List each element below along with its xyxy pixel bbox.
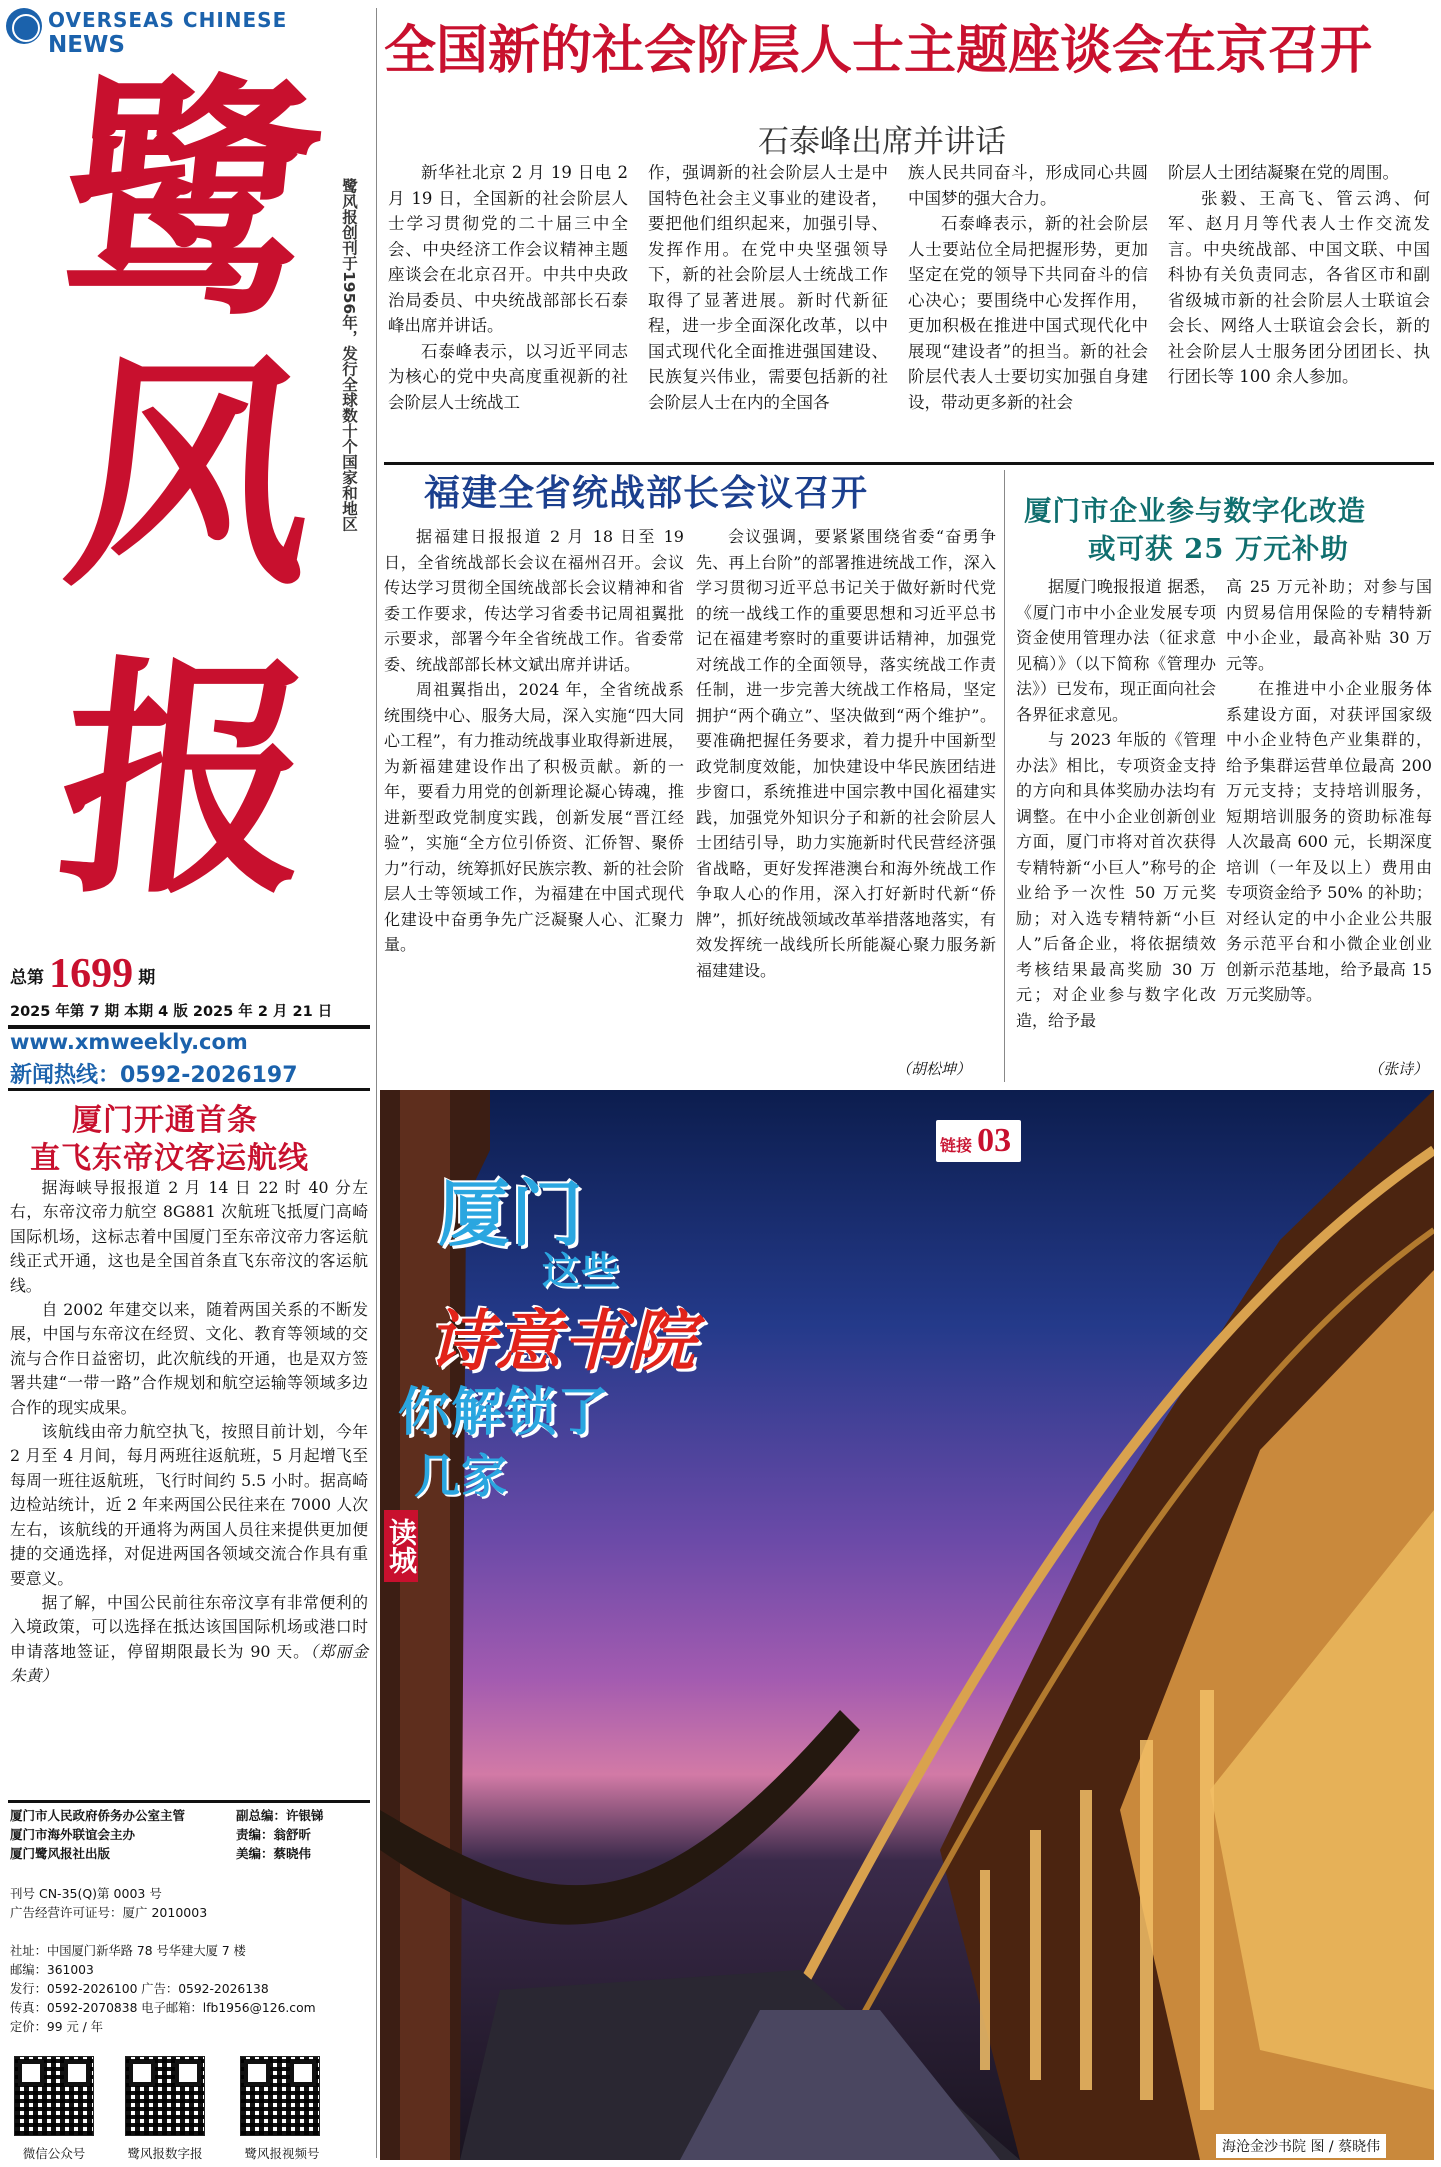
qr-label: 鹭风报视频号 <box>244 2146 320 2161</box>
masthead <box>0 0 372 1040</box>
xiamen-para: 在推进中小企业服务体系建设方面，对获评国家级中小企业特色产业集群的，给予集群运营单位最高 200 万元支持；支持培训服务，短期培训服务的资助标准每人次最高 600 元，长期深度培训（一年及以上）费用由专项资金给予 50% 的补助；对经认定的中小企业公共服务示范平台和小微企业创业创新示范基地，给予最高 15 万元奖励等。 <box>1226 679 1432 1004</box>
imprint-editors <box>236 1806 370 1863</box>
contact-line: 发行：0592-2026100 广告：0592-2026138 <box>10 1982 269 1996</box>
editor-line: 美编：蔡晓伟 <box>236 1846 312 1861</box>
feature-photo[interactable] <box>380 1090 1434 2160</box>
news-hotline: 新闻热线：0592-2026197 <box>10 1063 298 1088</box>
flight-story-title-1: 厦门开通首条 <box>72 1103 258 1138</box>
qr-digital-paper[interactable] <box>125 2056 205 2163</box>
qr-code-icon <box>125 2056 205 2136</box>
brand-char-3: 报 <box>46 633 328 927</box>
feature-title-4: 你解锁了 <box>398 1382 611 1443</box>
lead-story-col-4 <box>1168 160 1430 390</box>
feature-title-3: 诗意书院 <box>428 1302 696 1380</box>
divider <box>384 462 1434 465</box>
sponsor-line: 厦门鹭风报社出版 <box>10 1846 111 1861</box>
contact-line: 邮编：361003 <box>10 1963 94 1977</box>
flight-para <box>10 1591 368 1689</box>
feature-title-5: 几家 <box>414 1449 508 1503</box>
xiamen-story-col-2 <box>1226 574 1432 1008</box>
flight-story-title-2: 直飞东帝汶客运航线 <box>30 1141 309 1176</box>
lead-para: 石泰峰表示，新的社会阶层人士要站位全局把握形势，更加坚定在党的领导下共同奋斗的信心决心；要围绕中心发挥作用，更加积极在推进中国式现代化中展现“建设者”的担当。新的社会阶层代表人士要切实加强自身建设，带动更多新的社会 <box>908 214 1148 412</box>
qr-video[interactable] <box>240 2056 324 2163</box>
xiamen-story-col-1 <box>1016 574 1216 1033</box>
contact-line: 社址：中国厦门新华路 78 号华建大厦 7 楼 <box>10 1944 246 1958</box>
lead-story-title: 全国新的社会阶层人士主题座谈会在京召开 <box>384 20 1373 81</box>
column-rule <box>1004 470 1005 1082</box>
flight-byline: （郑丽金 朱黄） <box>10 1641 368 1686</box>
qr-label: 微信公众号 <box>22 2146 86 2161</box>
qr-code-icon <box>240 2056 320 2136</box>
lead-para: 张毅、王高飞、管云鸿、何军、赵月月等代表人士作交流发言。中央统战部、中国文联、中国科协有关负责同志，各省区市和副省级城市新的社会阶层人士联谊会会长、网络人士联谊会会长，新的社会阶层人士服务团分团团长、执行团长等 100 余人参加。 <box>1168 188 1430 386</box>
lead-para: 作，强调新的社会阶层人士是中国特色社会主义事业的建设者，要把他们组织起来，加强引导、发挥作用。在党中央坚强领导下，新的社会阶层人士统战工作取得了显著进展。新时代新征程，进一步全面深化改革，以中国式现代化全面推进强国建设、民族复兴伟业，需要包括新的社会阶层人士在内的全国各 <box>648 163 888 412</box>
fujian-story-title: 福建全省统战部长会议召开 <box>424 472 869 514</box>
lead-para: 族人民共同奋斗，形成同心共圆中国梦的强大合力。 <box>908 163 1148 208</box>
xiamen-byline: （张诗） <box>1368 1060 1429 1078</box>
feature-title-2: 这些 <box>542 1248 621 1293</box>
xiamen-para: 高 25 万元补助；对参与国内贸易信用保险的专精特新中小企业，最高补贴 30 万元等。 <box>1226 577 1432 673</box>
lead-para: 阶层人士团结凝聚在党的周围。 <box>1168 163 1399 182</box>
qr-wechat[interactable] <box>14 2056 94 2163</box>
contact-line: 传真：0592-2070838 电子邮箱：lfb1956@126.com <box>10 2001 316 2015</box>
founded-note: 鹭风报创刊于1956年，发行全球数十个国家和地区 <box>340 178 358 532</box>
fujian-para: 据福建日报报道 2 月 18 日至 19 日，全省统战部长会议在福州召开。会议传达学习贯彻全国统战部长会议精神和省委工作要求，传达学习省委书记周祖翼批示要求，部署今年全省统战工作。省委常委、统战部部长林文斌出席并讲话。 <box>384 527 684 674</box>
editor-line: 责编：翁舒昕 <box>236 1827 312 1842</box>
xiamen-story-title-2: 或可获 25 万元补助 <box>1088 533 1349 565</box>
link-page: 03 <box>977 1122 1012 1159</box>
fujian-para: 会议强调，要紧紧围绕省委“奋勇争先、再上台阶”的部署推进统战工作，深入学习贯彻习近平总书记关于做好新时代党的统一战线工作的重要思想和习近平总书记在福建考察时的重要讲话精神，加强党对统战工作的全面领导，落实统战工作责任制，进一步完善大统战工作格局，坚定拥护“两个确立”、坚决做到“两个维护”。要准确把握任务要求，着力提升中国新型政党制度效能，加快建设中华民族团结进步窗口，系统推进中国宗教中国化福建实践，加强党外知识分子和新的社会阶层人士团结引导，助力实施新时代民营经济强省战略，更好发挥港澳台和海外统战工作争取人心的作用，深入打好新时代新“侨牌”，抓好统战领域改革举措落地落实，有效发挥统一战线所长所能凝心聚力服务新福建建设。 <box>696 527 996 980</box>
lead-story-col-1 <box>388 160 628 415</box>
flight-para: 自 2002 年建交以来，随着两国关系的不断发展，中国与东帝汶在经贸、文化、教育等领域的交流与合作日益密切，此次航线的开通，也是双方签署共建“一带一路”合作规划和航空运输等领域多边合作的现实成果。 <box>10 1300 368 1417</box>
lead-story-col-2 <box>648 160 888 415</box>
flight-story-body <box>10 1176 368 1689</box>
brand-char-1: 鹭 <box>46 52 333 351</box>
link-label: 链接 <box>940 1136 973 1155</box>
website-link[interactable]: www.xmweekly.com <box>10 1030 248 1054</box>
license-line: 广告经营许可证号：厦广 2010003 <box>10 1905 208 1920</box>
issue-line: 2025 年第 7 期 本期 4 版 2025 年 2 月 21 日 <box>10 1004 333 1020</box>
imprint-license <box>10 1884 370 1922</box>
qr-code-icon <box>14 2056 94 2136</box>
feature-link-badge[interactable] <box>936 1120 1021 1162</box>
lead-para: 新华社北京 2 月 19 日电 2 月 19 日，全国新的社会阶层人士学习贯彻党的二十届三中全会、中央经济工作会议精神主题座谈会在北京召开。中共中央政治局委员、中央统战部部长石泰峰出席并讲话。 <box>388 163 628 335</box>
fujian-story-col-1 <box>384 524 684 958</box>
divider <box>8 1025 370 1029</box>
sponsor-line: 厦门市人民政府侨务办公室主管 <box>10 1808 186 1823</box>
flight-para-text: 据了解，中国公民前往东帝汶享有非常便利的入境政策，可以选择在抵达该国国际机场或港口时申请落地签证，停留期限最长为 90 天。 <box>10 1592 368 1661</box>
xiamen-para: 据厦门晚报报道 据悉，《厦门市中小企业发展专项资金使用管理办法（征求意见稿）》（以下简称《管理办法》）已发布，现正面向社会各界征求意见。 <box>1016 577 1217 724</box>
photo-caption: 海沧金沙书院 图 / 蔡晓伟 <box>1216 2134 1386 2158</box>
xiamen-story-title-1: 厦门市企业参与数字化改造 <box>1024 495 1366 527</box>
divider <box>8 1800 370 1803</box>
license-line: 刊号 CN-35(Q)第 0003 号 <box>10 1886 162 1901</box>
fujian-byline: （胡松坤） <box>896 1060 972 1078</box>
issue-suffix: 期 <box>138 968 156 988</box>
logo-emblem-inner <box>12 14 40 42</box>
feature-section-label: 读城 <box>384 1510 418 1582</box>
issue-block <box>10 950 155 998</box>
imprint-contact <box>10 1942 370 2037</box>
issue-number: 1699 <box>49 951 134 997</box>
qr-label: 鹭风报数字报 <box>127 2146 203 2161</box>
lead-para: 石泰峰表示，以习近平同志为核心的党中央高度重视新的社会阶层人士统战工 <box>388 341 628 412</box>
divider <box>8 1088 370 1091</box>
imprint-sponsors <box>10 1806 230 1863</box>
lead-story-subtitle: 石泰峰出席并讲话 <box>758 124 1006 160</box>
lead-story-col-3 <box>908 160 1148 415</box>
brand-char-2: 风 <box>54 331 331 619</box>
logo-en-line2: NEWS <box>48 32 125 58</box>
fujian-para: 周祖翼指出，2024 年，全省统战系统围绕中心、服务大局，深入实施“四大同心工程”，有力推动统战事业取得新进展，为新福建建设作出了积极贡献。新的一年，要看力用党的创新理论凝心铸魂，推进新型政党制度实践，创新发展“晋江经验”，实施“全方位引侨资、汇侨智、聚侨力”行动，统筹抓好民族宗教、新的社会阶层人士等领域工作，为福建在中国式现代化建设中奋勇争先广泛凝聚人心、汇聚力量。 <box>384 680 684 954</box>
editor-line: 副总编：许银锑 <box>236 1808 324 1823</box>
flight-para: 据海峡导报报道 2 月 14 日 22 时 40 分左右，东帝汶帝力航空 8G881 次航班飞抵厦门高崎国际机场，这标志着中国厦门至东帝汶帝力客运航线正式开通，这也是全国首条直飞东帝汶的客运航线。 <box>10 1178 368 1295</box>
xiamen-para: 与 2023 年版的《管理办法》相比，专项资金支持的方向和具体奖励办法均有调整。在中小企业创新创业方面，厦门市将对首次获得专精特新“小巨人”称号的企业给予一次性 50 万元奖励；对入选专精特新“小巨人”后备企业，将依据绩效考核结果最高奖励 30 万元；对企业参与数字化改造，给予最 <box>1016 730 1216 1030</box>
column-rule <box>376 8 377 2158</box>
flight-para: 该航线由帝力航空执飞，按照目前计划，今年 2 月至 4 月间，每月两班往返航班，5 月起增飞至每周一班往返航班，飞行时间约 5.5 小时。据高崎边检站统计，近 2 年来两国公民往来在 7000 人次左右，该航线的开通将为两国人员往来提供更加便捷的交通选择，对促进两国各领域交流合作具有重要意义。 <box>10 1422 368 1588</box>
fujian-story-col-2 <box>696 524 996 983</box>
feature-title-1: 厦门 <box>438 1171 585 1256</box>
logo-en-line1: OVERSEAS CHINESE <box>48 8 288 32</box>
sponsor-line: 厦门市海外联谊会主办 <box>10 1827 136 1842</box>
contact-line: 定价：99 元 / 年 <box>10 2020 104 2034</box>
issue-prefix: 总第 <box>10 968 44 988</box>
